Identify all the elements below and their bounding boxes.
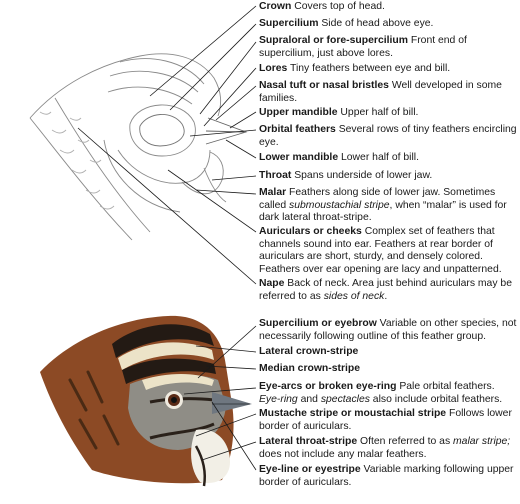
label-lower-mandible: Lower mandible Lower half of bill. [259,152,419,163]
label-upper-mandible: Upper mandible Upper half of bill. [259,107,419,118]
label-eye-line: Eye-line or eyestripe Variable marking following upper border of auriculars. [259,464,514,488]
label-lateral-crown-stripe: Lateral crown-stripe [259,346,359,357]
label-malar: Malar Feathers along side of lower jaw. Sometimes called submoustachial stripe, when “malar” is used for dark lateral throat-stripe. [259,187,507,224]
label-nape: Nape Back of neck. Area just behind auriculars may be referred to as sides of neck. [259,278,512,302]
sparrow-head-painting [40,316,252,486]
label-auriculars: Auriculars or cheeks Complex set of feathers that channels sound into ear. Feathers at rear border of auriculars are short, sturdy, and densely colored. Feathers over ear opening are lacy and unpatterned. [259,226,502,275]
label-lateral-throat-stripe: Lateral throat-stripe Often referred to as malar stripe; does not include any malar feathers. [259,436,511,460]
label-lores: Lores Tiny feathers between eye and bill. [259,63,451,74]
label-nasal-tuft: Nasal tuft or nasal bristles Well developed in some families. [259,80,502,104]
label-orbital-feathers: Orbital feathers Several rows of tiny feathers encircling eye. [259,124,517,148]
label-crown: Crown Covers top of head. [259,1,385,12]
feather-tract-drawing [30,54,246,240]
label-mustache-stripe: Mustache stripe or moustachial stripe Follows lower border of auriculars. [259,408,512,432]
label-supercilium: Supercilium Side of head above eye. [259,18,434,29]
label-eye-arcs: Eye-arcs or broken eye-ring Pale orbital feathers. Eye-ring and spectacles also include orbital feathers. [259,381,503,405]
label-median-crown-stripe: Median crown-stripe [259,363,361,374]
label-throat: Throat Spans underside of lower jaw. [259,170,433,181]
label-supercilium-eyebrow: Supercilium or eyebrow Variable on other species, not necessarily following outline of this feather group. [259,318,517,342]
label-supraloral: Supraloral or fore-supercilium Front end of supercilium, just above lores. [259,35,467,59]
